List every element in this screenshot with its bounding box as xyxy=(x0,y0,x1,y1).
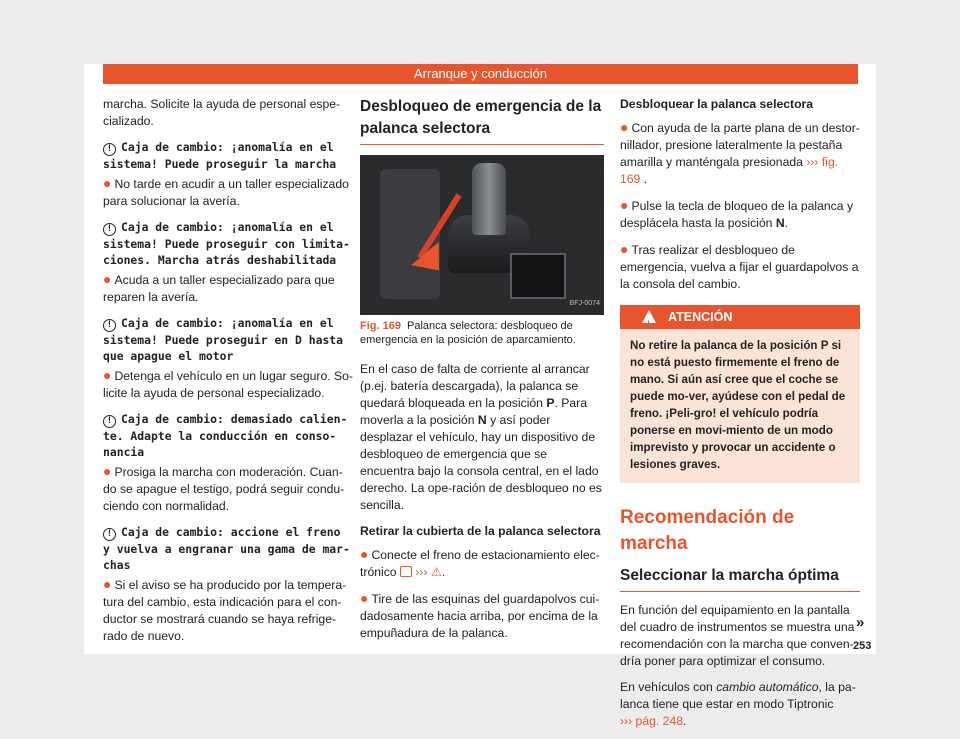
paragraph-recommendation: En función del equipamiento en la pantalla del cuadro de instrumentos se muestra una recomendación con la marcha que conven-dría poner para optimizar el consumo. xyxy=(620,603,855,668)
message-list xyxy=(103,139,353,645)
warning-triangle-icon[interactable]: ⚠ xyxy=(430,565,442,579)
info-ref-icon[interactable] xyxy=(400,566,412,577)
reference-link[interactable]: ››› xyxy=(415,565,428,579)
gear-lever xyxy=(472,163,506,235)
step-lock-button: ● Pulse la tecla de bloqueo de la palanca y desplácela hasta la posición N. xyxy=(620,197,854,230)
step-screwdriver: ● Con ayuda de la parte plana de un destor-nillador, presione lateralmente la pestaña amarilla y manténgala presionada ››› fig. 169 . xyxy=(620,119,860,186)
continue-arrow-icon: » xyxy=(856,614,865,631)
message-title: ! Caja de cambio: ¡anomalía en el sistema! Puede proseguir con limita-ciones. Marcha atrás deshabilitada xyxy=(103,220,350,267)
gearbox-warning-icon: ! xyxy=(103,223,116,236)
gearbox-warning-icon: ! xyxy=(103,528,116,541)
message-title: ! Caja de cambio: ¡anomalía en el sistema! Puede proseguir la marcha xyxy=(103,140,337,171)
page-number: 253 xyxy=(853,640,872,652)
message-instruction: ● No tarde en acudir a un taller especializado para solucionar la avería. xyxy=(103,175,349,208)
message-instruction: ● Detenga el vehículo en un lugar seguro. So-licite la ayuda de personal especializado. xyxy=(103,367,353,400)
section-title-emergency-release: Desbloqueo de emergencia de la palanca selectora xyxy=(360,96,604,145)
step-parking-brake: ● Conecte el freno de estacionamiento elec-trónico ››› ⚠. xyxy=(360,546,600,579)
message-instruction: ● Si el aviso se ha producido por la tempera-tura del cambio, esta indicación para el con-ductor se mostrará cuando se haya refrige-rado de nuevo. xyxy=(103,576,347,643)
figure-code: BFJ-0074 xyxy=(569,300,600,307)
message-title: ! Caja de cambio: accione el freno y vuelva a engranar una gama de mar-chas xyxy=(103,525,350,572)
figure-reference-link[interactable]: ››› fig. 169 xyxy=(620,155,839,186)
warning-triangle-icon xyxy=(642,310,656,323)
gearbox-warning-icon: ! xyxy=(103,415,116,428)
column-middle xyxy=(360,96,604,651)
page-reference-link[interactable]: ››› pág. 248 xyxy=(620,714,684,728)
column-left xyxy=(103,96,353,654)
figure-number: Fig. 169 xyxy=(360,320,401,332)
gearbox-warning-icon: ! xyxy=(103,319,116,332)
subheading-remove-cover: Retirar la cubierta de la palanca selectora xyxy=(360,524,601,538)
figure-gear-selector xyxy=(360,155,604,315)
message-instruction: ● Prosiga la marcha con moderación. Cuan-do se apague el testigo, podrá seguir condu-ciendo con normalidad. xyxy=(103,463,345,513)
attention-header: ! ATENCIÓN xyxy=(620,305,860,329)
message-title: ! Caja de cambio: ¡anomalía en el sistema! Puede proseguir en D hasta que apague el motor xyxy=(103,316,344,363)
attention-text: No retire la palanca de la posición P si no está puesto firmemente el freno de mano. Si aún así cree que el coche se puede mo-ver, ayúdese con el pedal de freno. ¡Peli-gro! el vehículo podría ponerse en movi-miento de un modo imprevisto y provocar un accidente o lesiones graves. xyxy=(630,339,846,471)
figure-caption-text: Palanca selectora: desbloqueo de emergencia en la posición de aparcamiento. xyxy=(360,320,576,346)
step-refit-boot: ● Tras realizar el desbloqueo de emergencia, vuelva a fijar el guardapolvos a la consola del cambio. xyxy=(620,241,859,291)
subheading-unlock-lever: Desbloquear la palanca selectora xyxy=(620,97,814,111)
section-title-optimal-gear: Seleccionar la marcha óptima xyxy=(620,565,860,592)
release-slot xyxy=(510,253,566,299)
figure-caption xyxy=(360,319,604,347)
paragraph-automatic: En vehículos con cambio automático, la pa-lanca tiene que estar en modo Tiptronic ››› pág. 248. xyxy=(620,680,856,728)
attention-box xyxy=(620,305,860,483)
message-title: ! Caja de cambio: demasiado calien-te. Adapte la conducción en conso-nancia xyxy=(103,412,348,459)
gearbox-warning-icon: ! xyxy=(103,143,116,156)
message-instruction: ● Acuda a un taller especializado para que reparen la avería. xyxy=(103,271,335,304)
column-right xyxy=(620,96,860,739)
chapter-header: Arranque y conducción xyxy=(103,64,858,84)
intro-text: marcha. Solicite la ayuda de personal espe-cializado. xyxy=(103,97,341,128)
chapter-title-gear-recommendation: Recomendación de marcha xyxy=(620,507,795,554)
paragraph-power-failure: En el caso de falta de corriente al arrancar (p.ej. batería descargada), la palanca se quedará bloqueada en la posición P. Para moverla a la posición N y así poder desplazar el vehículo, hay un dispositivo de desbloqueo de emergencia que se encuentra bajo la consola central, en el lado derecho. La ope-ración de desbloqueo no es sencilla. xyxy=(360,362,602,512)
step-pull-boot: ● Tire de las esquinas del guardapolvos cui-dadosamente hacia arriba, por encima de la empuñadura de la palanca. xyxy=(360,590,600,640)
manual-page xyxy=(84,64,876,728)
